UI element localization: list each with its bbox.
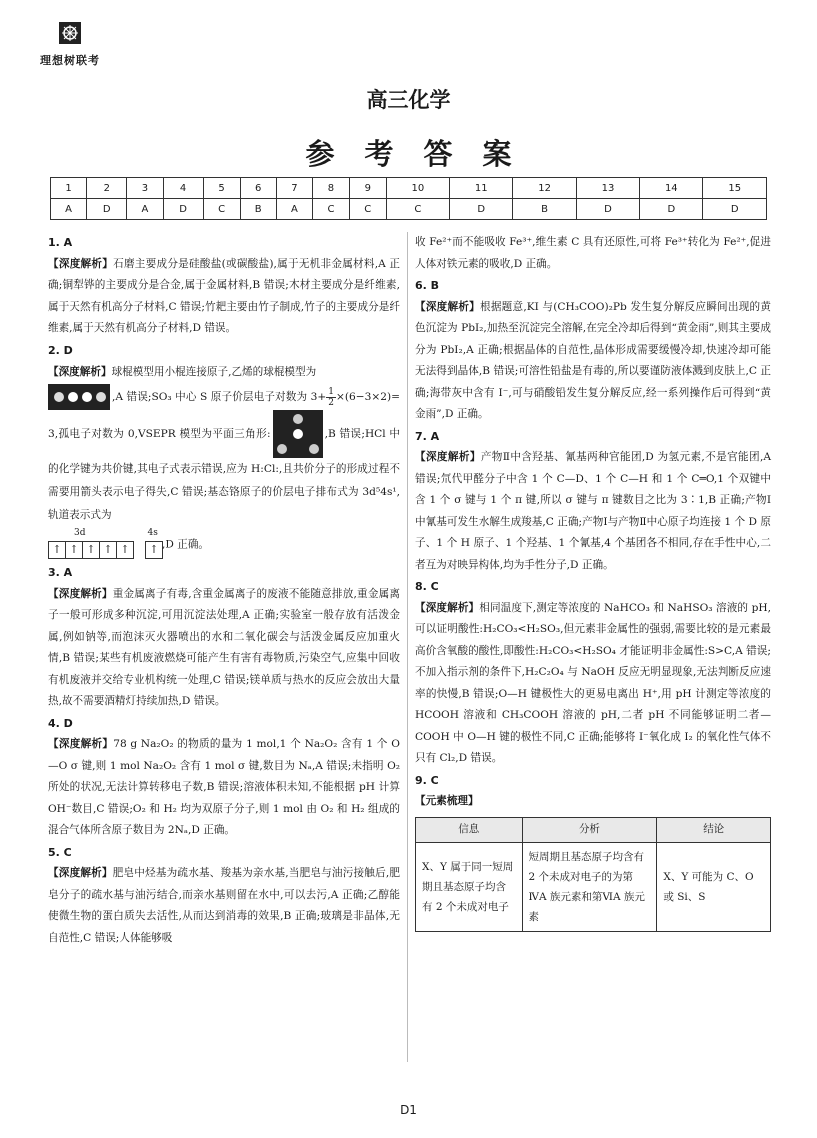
orbital-box: ↑ — [48, 541, 66, 559]
question-7-text: 产物Ⅱ中含羟基、氰基两种官能团,D 为氢元素,不是官能团,A 错误;氘代甲醛分子中含 1 个 C—D、1 个 C—H 和 1 个 C═O,1 个双键中含 1 个 σ 键与 1 个 π 键,所以 σ 键与 π 键数目之比为 3∶1,B 正确;产物Ⅰ中氰基可发生水解生成羧基,C 正确;产物Ⅰ与产物Ⅱ中心原子均连接 1 个 D 原子、1 个 H 原子、1 个羟基、1 个氰基,4 个基团各不相同,存在手性中心,二者互为对映异构体,均为手性分子,D 正确。 — [415, 451, 772, 571]
so3-vsepr-model — [273, 410, 323, 458]
orbital-box: ↑ — [116, 541, 134, 559]
orbital-box: ↑ — [65, 541, 83, 559]
answer-cell: A — [51, 199, 87, 220]
right-column — [415, 232, 771, 932]
cell-conclusion: X、Y 可能为 C、O 或 Si、S — [657, 842, 771, 931]
question-8-number: 8. C — [415, 580, 439, 593]
analysis-tag: 【深度解析】 — [48, 257, 114, 270]
question-number-cell: 15 — [703, 178, 767, 199]
question-5-text: 肥皂中烃基为疏水基、羧基为亲水基,当肥皂与油污接触后,肥皂分子的疏水基与油污结合,而亲水基则留在水中,可以去污,A 正确;乙醇能使微生物的蛋白质失去活性,从而达到消毒的效果,B 正确;玻璃是非晶体,无自范性,C 错误;人体能够吸 — [48, 867, 400, 944]
question-number-cell: 7 — [276, 178, 312, 199]
question-2-text-5: ,D 正确。 — [162, 538, 210, 551]
answer-cell: A — [127, 199, 163, 220]
page-heading: 参考答案 — [305, 137, 542, 171]
answer-cell: C — [349, 199, 386, 220]
question-number-cell: 6 — [240, 178, 276, 199]
question-number-cell: 14 — [640, 178, 703, 199]
question-2-text-4: ,B 错误;HCl 中的化学键为共价键,其电子式表示错误,应为 H:Cl:,且共价分子的形成过程不需要用箭头表示电子得失,C 错误;基态铬原子的价层电子排布式为 3d⁵4s¹,轨道表示式为 — [48, 428, 400, 521]
question-number-cell: 13 — [576, 178, 639, 199]
question-number-cell: 9 — [349, 178, 386, 199]
question-8-explanation — [415, 598, 771, 770]
question-9-number: 9. C — [415, 773, 439, 787]
question-7-number: 7. A — [415, 429, 440, 443]
orbital-label-3d: 3d — [74, 528, 86, 538]
answer-table-answer-row — [51, 199, 767, 220]
analysis-tag: 【深度解析】 — [48, 366, 112, 378]
brand-logo — [20, 22, 120, 68]
answer-cell: C — [386, 199, 449, 220]
analysis-tag: 【深度解析】 — [415, 300, 481, 313]
answer-cell: C — [313, 199, 350, 220]
analysis-tag: 【深度解析】 — [48, 587, 113, 600]
element-table-header — [416, 817, 771, 842]
question-number-cell: 4 — [163, 178, 203, 199]
question-4-explanation — [48, 734, 400, 842]
question-4-number: 4. D — [48, 716, 73, 730]
question-1-text: 石磨主要成分是硅酸盐(或碳酸盐),属于无机非金属材料,A 正确;铜犁铧的主要成分是合金,属于金属材料,B 错误;木材主要成分是纤维素,属于天然有机高分子材料,C 错误;竹耙主要由竹子制成,竹子的主要成分是纤维素,属于天然有机高分子材料,D 错误。 — [48, 257, 400, 334]
page-number: D1 — [400, 1103, 417, 1117]
element-table-row — [416, 842, 771, 931]
question-5-number: 5. C — [48, 845, 72, 859]
question-5-continuation: 收 Fe²⁺而不能吸收 Fe³⁺,维生素 C 具有还原性,可将 Fe³⁺转化为 Fe²⁺,促进人体对铁元素的吸收,D 正确。 — [415, 236, 771, 270]
answer-cell: B — [240, 199, 276, 220]
question-number-cell: 8 — [313, 178, 350, 199]
question-number-cell: 10 — [386, 178, 449, 199]
question-6-explanation — [415, 297, 771, 426]
element-sorting-tag: 【元素梳理】 — [415, 795, 479, 807]
question-3-explanation — [48, 584, 400, 713]
cell-info: X、Y 属于同一短周期且基态原子均含有 2 个未成对电子 — [416, 842, 523, 931]
question-4-text: 78 g Na₂O₂ 的物质的量为 1 mol,1 个 Na₂O₂ 含有 1 个 O—O σ 键,则 1 mol Na₂O₂ 含有 1 mol σ 键,数目为 Nₐ,A 错误;未指明 O₂ 所处的状况,无法计算转移电子数,B 错误;溶液体积未知,不能根据 pH 计算 OH⁻数目,C 错误;O₂ 和 H₂ 均为双原子分子,则 1 mol 由 O₂ 和 H₂ 组成的混合气体所含原子数目为 2Nₐ,D 正确。 — [48, 738, 400, 836]
question-5-explanation — [48, 863, 400, 949]
question-2-text-2: ,A 错误;SO₃ 中心 S 原子价层电子对数为 3+ — [112, 391, 327, 403]
question-2-number: 2. D — [48, 343, 73, 357]
question-number-cell: 2 — [87, 178, 127, 199]
element-analysis-table — [415, 817, 771, 932]
answer-table-number-row — [51, 178, 767, 199]
question-number-cell: 12 — [513, 178, 576, 199]
question-1-number: 1. A — [48, 236, 73, 249]
answer-table — [50, 177, 767, 220]
ethylene-ball-stick-model — [48, 384, 110, 410]
subject-title: 高三化学 — [366, 88, 451, 112]
question-2-explanation — [48, 361, 400, 562]
answer-cell: D — [576, 199, 639, 220]
analysis-tag: 【深度解析】 — [415, 601, 480, 614]
answer-cell: D — [450, 199, 513, 220]
brand-emblem-icon — [59, 22, 81, 44]
brand-name: 理想树联考 — [40, 54, 100, 67]
question-number-cell: 5 — [203, 178, 240, 199]
answer-cell: A — [276, 199, 312, 220]
header-conclusion: 结论 — [657, 817, 771, 842]
question-number-cell: 3 — [127, 178, 163, 199]
header-analysis: 分析 — [522, 817, 657, 842]
analysis-tag: 【深度解析】 — [48, 867, 113, 879]
orbital-box: ↑ — [82, 541, 100, 559]
question-3-number: 3. A — [48, 566, 73, 579]
question-number-cell: 1 — [51, 178, 87, 199]
orbital-box: ↑ — [99, 541, 117, 559]
answer-cell: D — [640, 199, 703, 220]
left-column — [48, 232, 400, 949]
fraction-one-half: $\frac{1}{2}$ — [328, 386, 334, 408]
answer-cell: D — [87, 199, 127, 220]
question-8-text: 相同温度下,测定等浓度的 NaHCO₃ 和 NaHSO₃ 溶液的 pH,可以证明酸性:H₂CO₃<H₂SO₃,但元素非金属性的强弱,需要比较的是元素最高价含氧酸的酸性,即酸性:H₂CO₃<H₂SO₄ 才能证明非金属性:S>C,A 错误;不加入指示剂的条件下,H₂C₂O₄ 与 NaOH 反应无明显现象,无法判断反应速率的快慢,B 错误;O—H 键极性大的更易电离出 H⁺,用 pH 计测定等浓度的 HCOOH 溶液和 CH₃COOH 溶液的 pH,二者 pH 不同能够证明二者—COOH 中 O—H 键的极性不同,C 正确;能够将 I⁻氧化成 I₂ 的氧化性气体不只有 Cl₂,D 错误。 — [415, 601, 772, 764]
answer-cell: D — [163, 199, 203, 220]
orbital-label-4s: 4s — [147, 528, 158, 538]
orbital-box: ↑ — [145, 541, 163, 559]
answer-cell: B — [513, 199, 576, 220]
question-1-explanation — [48, 254, 400, 340]
answer-cell: D — [703, 199, 767, 220]
question-2-text-3: ×(6−3×2)= 3,孤电子对数为 0,VSEPR 模型为平面三角形: — [48, 391, 400, 440]
cell-analysis: 短周期且基态原子均含有 2 个未成对电子的为第ⅣA 族元素和第ⅥA 族元素 — [522, 842, 657, 931]
header-info: 信息 — [416, 817, 523, 842]
answer-cell: C — [203, 199, 240, 220]
question-number-cell: 11 — [450, 178, 513, 199]
chromium-orbital-diagram — [48, 527, 162, 562]
analysis-tag: 【深度解析】 — [415, 451, 481, 463]
question-6-number: 6. B — [415, 279, 440, 292]
analysis-tag: 【深度解析】 — [48, 738, 114, 750]
question-2-text-1: 球棍模型用小棍连接原子,乙烯的球棍模型为 — [111, 366, 317, 378]
question-7-explanation — [415, 447, 771, 576]
question-6-text: 根据题意,KI 与(CH₃COO)₂Pb 发生复分解反应瞬间出现的黄色沉淀为 PbI₂,加热至沉淀完全溶解,在完全冷却后得到“黄金雨”,则其主要成分为 PbI₂,A 正确;根据晶体的自范性,晶体形成需要缓慢冷却,快速冷却可能无法得到晶体,B 错误;可溶性铅盐是有毒的,所以要谨防液体溅到皮肤上,C 正确;海带灰中含有 I⁻,可与硝酸铅发生复分解反应,经一系列操作后可得到“黄金雨”,D 正确。 — [415, 300, 771, 420]
question-3-text: 重金属离子有毒,含重金属离子的废液不能随意排放,重金属离子一般可形成多种沉淀,可用沉淀法处理,A 正确;实验室一般存放有活泼金属,例如钠等,而泡沫灭火器喷出的水和二氧化碳会与活泼金属反应加重火情,B 错误;某些有机废液燃烧可能产生有害有毒物质,污染空气,应集中回收有机废液并交给专业机构统一处理,C 错误;镁单质与热水的反应会放出大量热,故不需要酒精灯持续加热,D 错误。 — [48, 587, 400, 707]
column-divider — [407, 232, 408, 1062]
